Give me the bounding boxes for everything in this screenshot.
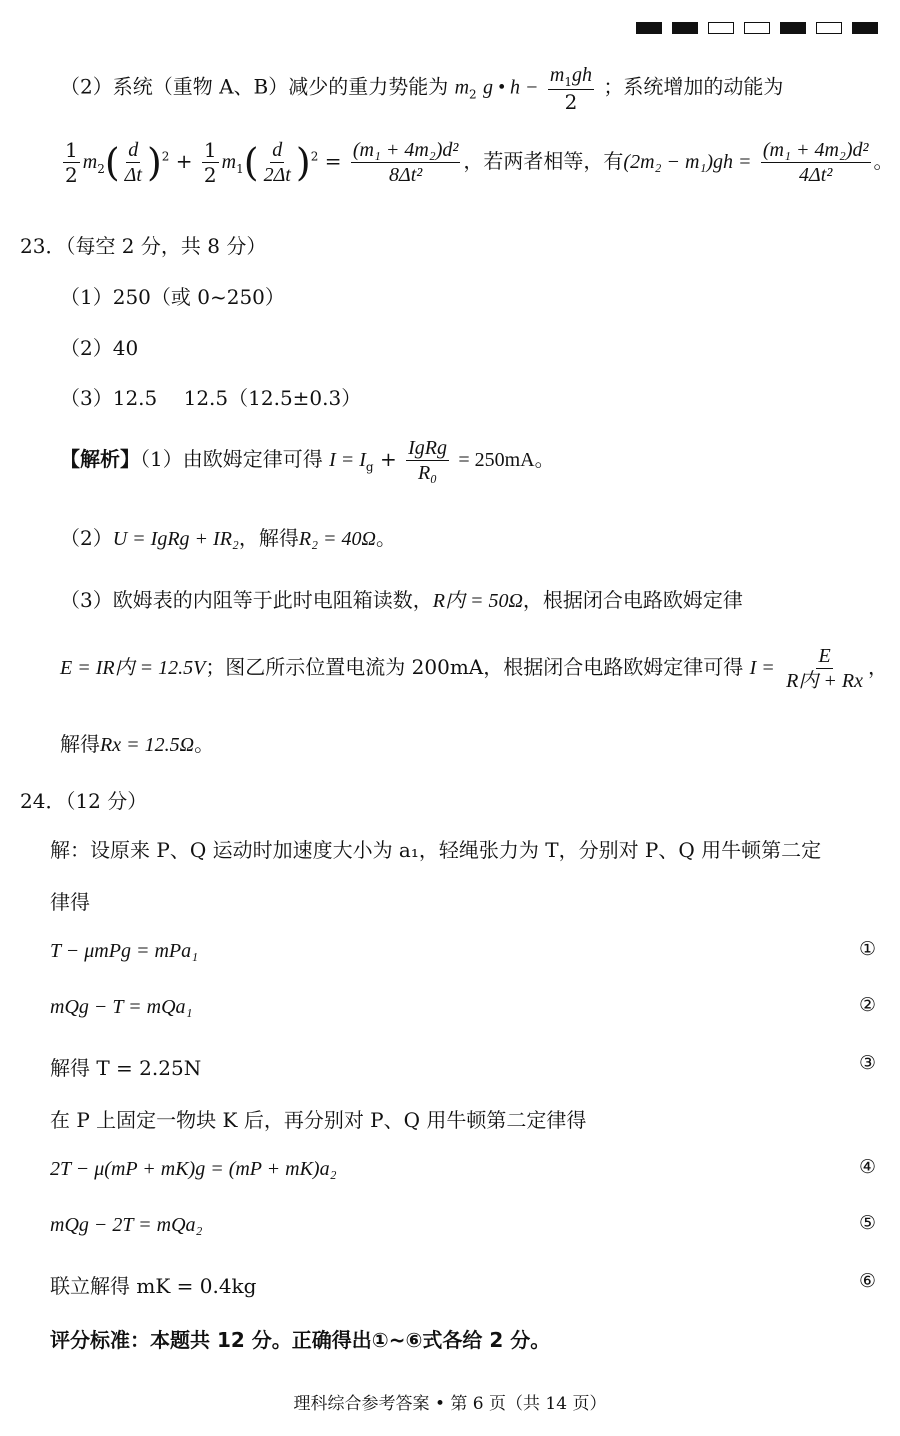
math-var: m	[221, 151, 237, 173]
frac-den: 8Δt²	[388, 164, 423, 186]
page-footer: 理科综合参考答案 • 第 6 页（共 14 页）	[293, 1394, 607, 1414]
q23-jiexi-2	[60, 522, 900, 551]
math-text: R₂ = 40Ω	[298, 528, 377, 550]
q23-answer-3: （3）12.5 12.5（12.5±0.3）	[60, 386, 362, 410]
math-sub: 2	[469, 87, 477, 102]
jiexi-label: 【解析】	[60, 447, 140, 471]
math-sup: 2	[161, 149, 170, 164]
equation: 2T − μ(mP + mK)g = (mP + mK)a₂	[50, 1158, 337, 1180]
jiexi-text: 。	[534, 447, 555, 471]
equation-number: ②	[858, 994, 876, 1016]
frac-den: Δt	[124, 164, 142, 186]
math-sub: 1	[564, 75, 572, 89]
q23-title: 23．（每空 2 分，共 8 分）	[20, 234, 267, 258]
q24-scoring: 评分标准：本题共 12 分。正确得出①~⑥式各给 2 分。	[50, 1328, 551, 1352]
jiexi-text: （1）由欧姆定律可得	[140, 447, 323, 471]
math-text: E = IR内 = 12.5V	[60, 657, 206, 679]
paren: )	[295, 140, 311, 185]
equation: mQg − T = mQa₁	[50, 996, 193, 1018]
frac-den: R₀	[417, 462, 438, 484]
math-text: g • h −	[483, 76, 539, 99]
jiexi-text: ，	[867, 655, 888, 679]
header-mark	[744, 22, 770, 34]
math-sub: 1	[236, 162, 244, 176]
header-mark	[780, 22, 806, 34]
equation-number: ⑤	[858, 1212, 876, 1234]
fraction	[63, 138, 80, 187]
frac-den: 2	[65, 163, 78, 187]
jiexi-text: 。	[194, 732, 215, 756]
q24-title: 24．（12 分）	[20, 789, 148, 813]
frac-num: 1	[203, 138, 217, 162]
math-var: m	[82, 151, 98, 173]
math-op: =	[324, 149, 342, 173]
frac-num: (m₁ + 4m₂)d²	[352, 139, 459, 161]
q22-text: ；系统增加的动能为	[603, 74, 784, 99]
jiexi-text: （2）	[60, 526, 113, 550]
math-text: Rx = 12.5Ω	[100, 734, 195, 756]
fraction	[761, 138, 871, 187]
frac-den: 4Δt²	[799, 164, 833, 186]
frac-num: IgRg	[408, 437, 447, 459]
header-mark	[708, 22, 734, 34]
math-var: m	[454, 76, 470, 99]
q24-eq-2	[50, 994, 900, 1019]
math-text: I = I	[329, 449, 366, 471]
fraction	[123, 138, 144, 187]
frac-num: (m₁ + 4m₂)d²	[762, 139, 869, 161]
fraction	[351, 138, 461, 187]
paren: )	[146, 140, 162, 185]
math-var: gh	[572, 64, 592, 86]
equation-number: ⑥	[858, 1270, 876, 1292]
equation-number: ③	[858, 1052, 876, 1074]
math-sup: 2	[310, 149, 319, 164]
frac-num: E	[818, 645, 831, 667]
equation: mQg − 2T = mQa₂	[50, 1214, 203, 1236]
q23-answer-1: （1）250（或 0~250）	[60, 285, 285, 309]
q22-text: （2）系统（重物 A、B）减少的重力势能为	[60, 74, 449, 99]
math-text: = 250mA	[458, 449, 535, 471]
q24-eq-3	[50, 1052, 900, 1081]
frac-num: 1	[65, 138, 78, 162]
q22-text: 。	[873, 149, 894, 173]
q24-eq-6	[50, 1270, 900, 1299]
jiexi-text: （3）欧姆表的内阻等于此时电阻箱读数，	[60, 588, 433, 612]
q24-intro-2: 律得	[50, 890, 90, 914]
equation-number: ④	[858, 1156, 876, 1178]
equation-number: ①	[858, 938, 876, 960]
frac-den: 2Δt	[263, 164, 291, 186]
math-sub: 2	[97, 162, 105, 176]
math-text: (2m₂ − m₁)gh =	[623, 151, 752, 173]
q23-answer-2: （2）40	[60, 336, 139, 360]
math-text: I =	[749, 657, 775, 679]
header-mark	[672, 22, 698, 34]
fraction	[406, 436, 449, 485]
header-marks	[636, 22, 878, 34]
jiexi-text: 解得	[60, 732, 100, 756]
q24-eq-4	[50, 1156, 900, 1181]
header-mark	[816, 22, 842, 34]
frac-den: 2	[203, 163, 217, 187]
q22-line2	[60, 138, 900, 187]
paren: (	[243, 140, 259, 185]
math-text: U = IgRg + IR₂	[112, 528, 239, 550]
jiexi-text: 。	[376, 526, 397, 550]
q24-eq-5	[50, 1212, 900, 1237]
math-op: +	[379, 447, 397, 471]
jiexi-text: ；图乙所示位置电流为 200mA，根据闭合电路欧姆定律可得	[205, 655, 744, 679]
fraction	[262, 138, 293, 187]
fraction	[784, 644, 865, 693]
frac-num: d	[128, 139, 139, 161]
q23-jiexi-4	[60, 728, 900, 757]
q23-jiexi-1	[60, 436, 900, 485]
q24-mid: 在 P 上固定一物块 K 后，再分别对 P、Q 用牛顿第二定律得	[50, 1108, 587, 1132]
equation: T − μmPg = mPa₁	[50, 940, 199, 962]
fraction	[548, 62, 594, 114]
header-mark	[636, 22, 662, 34]
q22-line1	[60, 62, 900, 114]
q23-jiexi-3a	[60, 584, 900, 613]
jiexi-text: ，解得	[238, 526, 299, 550]
frac-den: R内 + Rx	[786, 670, 863, 692]
equation: 联立解得 mK = 0.4kg	[50, 1274, 257, 1298]
paren: (	[104, 140, 120, 185]
math-op: +	[175, 149, 193, 173]
q24-eq-1	[50, 938, 900, 963]
math-sub: g	[365, 460, 374, 474]
header-mark	[852, 22, 878, 34]
frac-num: d	[272, 139, 283, 161]
frac-den: 2	[564, 90, 578, 115]
math-var: m	[549, 64, 565, 86]
q23-jiexi-3b	[60, 644, 900, 693]
q22-text: ，若两者相等，有	[463, 149, 624, 173]
equation: 解得 T = 2.25N	[50, 1056, 202, 1080]
fraction	[202, 138, 219, 187]
jiexi-text: ，根据闭合电路欧姆定律	[522, 588, 743, 612]
math-text: R内 = 50Ω	[432, 590, 523, 612]
q24-intro-1: 解：设原来 P、Q 运动时加速度大小为 a₁，轻绳张力为 T，分别对 P、Q 用牛顿第二定	[50, 838, 822, 862]
